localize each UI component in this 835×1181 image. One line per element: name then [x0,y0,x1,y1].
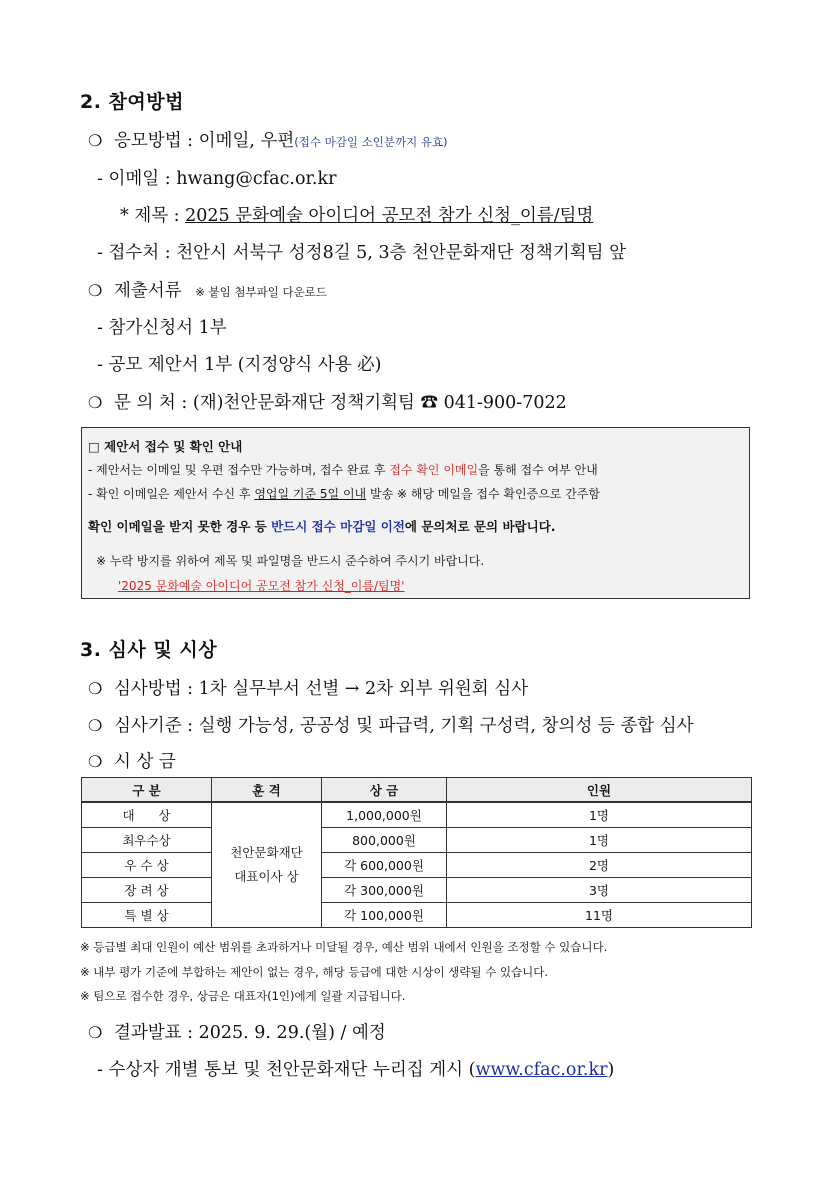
result-text: 결과발표 : 2025. 9. 29.(월) / 예정 [114,1023,386,1043]
header-grade: 구 분 [82,778,212,803]
subject-prefix: * 제목 : [120,206,186,226]
cell-count: 1명 [447,828,752,853]
header-amount: 상 금 [322,778,447,803]
result-sub-b: ) [607,1060,615,1080]
cell-award-authority: 천안문화재단 대표이사 상 [212,802,322,928]
result-sub-line [97,1056,614,1081]
notice-line-1 [88,461,598,478]
cell-amount: 800,000원 [322,828,447,853]
docs-label: 제출서류 [114,281,182,301]
notice-line-2-a: - 확인 이메일은 제안서 수신 후 [88,487,255,501]
notice-line-3-a: 확인 이메일을 받지 못한 경우 등 [88,519,272,534]
bullet-icon: ❍ [88,281,103,300]
bullet-icon: ❍ [88,1023,103,1042]
email-line: - 이메일 : hwang@cfac.or.kr [97,169,337,189]
table-row [82,878,752,903]
notice-line-3-b: 에 문의처로 문의 바랍니다. [404,519,556,534]
prize-label: 시 상 금 [114,752,176,772]
apply-method-note: (접수 마감일 소인분까지 유효) [294,135,448,149]
docs-note: ※ 붙임 첨부파일 다운로드 [195,285,327,299]
contact-text: 문 의 처 : (재)천안문화재단 정책기획팀 ☎ 041-900-7022 [114,393,567,413]
notice-box [81,427,750,599]
header-award: 훈 격 [212,778,322,803]
docs-line [88,277,327,302]
table-row [82,828,752,853]
bullet-icon: ❍ [88,131,103,150]
prize-line [88,748,176,773]
table-header-row [82,778,752,803]
cell-amount: 각 600,000원 [322,853,447,878]
cell-amount: 각 300,000원 [322,878,447,903]
notice-line-1-red: 접수 확인 이메일 [389,463,479,477]
cell-amount: 1,000,000원 [322,802,447,828]
cell-grade: 장 려 상 [82,878,212,903]
cell-grade: 우 수 상 [82,853,212,878]
table-row [82,853,752,878]
cell-grade: 특 별 상 [82,903,212,928]
result-line [88,1019,386,1044]
cell-count: 11명 [447,903,752,928]
website-link[interactable]: www.cfac.or.kr [475,1060,608,1080]
prize-table [81,777,752,928]
notice-line-1-b: 을 통해 접수 여부 안내 [478,463,598,477]
section-3-title: 3. 심사 및 시상 [80,639,218,661]
doc-item-2: - 공모 제안서 1부 (지정양식 사용 必) [97,355,382,375]
apply-method-line [88,127,448,152]
email-subject-line [120,202,593,227]
cell-count: 1명 [447,802,752,828]
subject-text: 2025 문화예술 아이디어 공모전 참가 신청_이름/팀명 [185,206,594,226]
notice-line-5: '2025 문화예술 아이디어 공모전 참가 신청_이름/팀명' [118,579,405,593]
review-criteria-text: 심사기준 : 실행 가능성, 공공성 및 파급력, 기획 구성력, 창의성 등 종합 심사 [114,716,694,736]
table-row [82,802,752,828]
cell-grade: 최우수상 [82,828,212,853]
doc-item-1: - 참가신청서 1부 [97,318,227,338]
review-criteria-line [88,712,694,737]
notice-line-3 [88,517,556,535]
header-count: 인원 [447,778,752,803]
bullet-icon: ❍ [88,679,103,698]
notice-line-1-a: - 제안서는 이메일 및 우편 접수만 가능하며, 접수 완료 후 [88,463,390,477]
notice-line-2-underlined: 영업일 기준 5일 이내 [254,487,367,501]
bullet-icon: ❍ [88,752,103,771]
table-row [82,903,752,928]
cell-grade: 대 상 [82,802,212,828]
notice-title: □ 제안서 접수 및 확인 안내 [88,439,243,454]
notice-line-2 [88,485,600,502]
contact-line [88,389,567,414]
post-address-line: - 접수처 : 천안시 서북구 성정8길 5, 3층 천안문화재단 정책기획팀 앞 [97,243,627,263]
review-method-text: 심사방법 : 1차 실무부서 선별 → 2차 외부 위원회 심사 [114,679,529,699]
notice-line-2-b: 발송 ※ 해당 메일을 접수 확인증으로 간주함 [366,487,600,501]
prize-note-2: ※ 내부 평가 기준에 부합하는 제안이 없는 경우, 해당 등급에 대한 시상이 생략될 수 있습니다. [80,965,549,979]
apply-method-label: 응모방법 : 이메일, 우편 [114,131,295,151]
prize-note-3: ※ 팀으로 접수한 경우, 상금은 대표자(1인)에게 일괄 지급됩니다. [80,989,406,1003]
cell-amount: 각 100,000원 [322,903,447,928]
bullet-icon: ❍ [88,716,103,735]
cell-count: 3명 [447,878,752,903]
notice-line-3-blue: 반드시 접수 마감일 이전 [271,519,405,534]
notice-line-4: ※ 누락 방지를 위하여 제목 및 파일명을 반드시 준수하여 주시기 바랍니다. [96,554,485,568]
section-2-title: 2. 참여방법 [80,91,184,113]
bullet-icon: ❍ [88,393,103,412]
cell-count: 2명 [447,853,752,878]
result-sub-a: - 수상자 개별 통보 및 천안문화재단 누리집 게시 ( [97,1060,476,1080]
prize-note-1: ※ 등급별 최대 인원이 예산 범위를 초과하거나 미달될 경우, 예산 범위 내에서 인원을 조정할 수 있습니다. [80,940,608,954]
review-method-line [88,675,528,700]
